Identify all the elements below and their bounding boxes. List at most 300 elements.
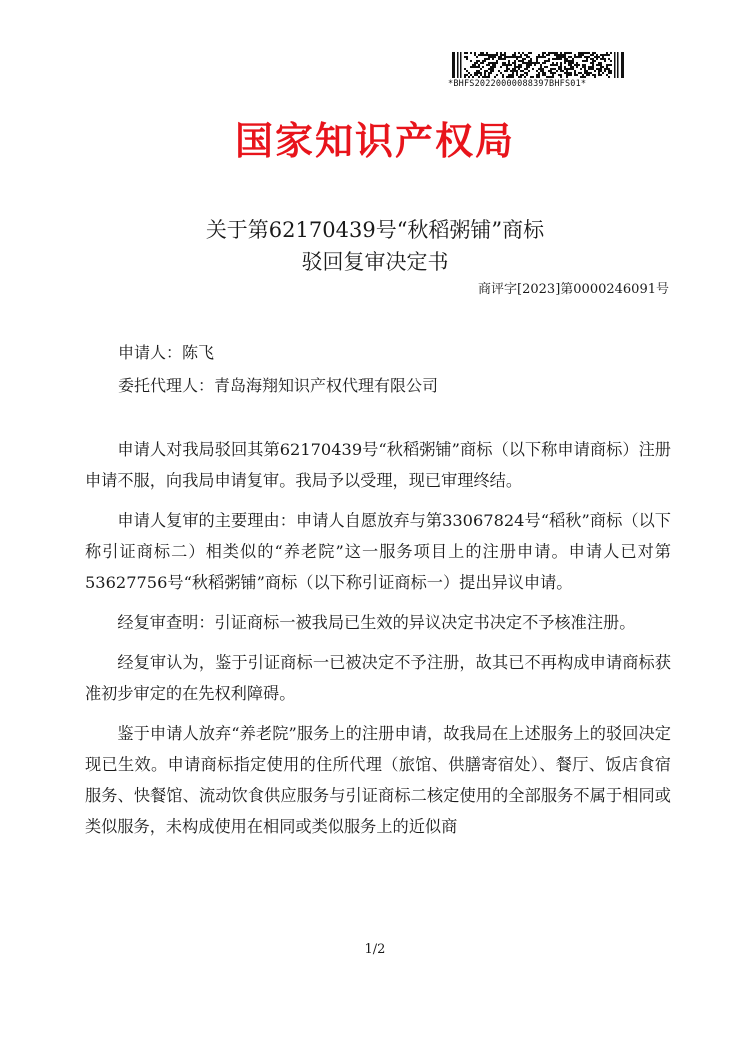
barcode-module bbox=[506, 64, 508, 66]
barcode-module bbox=[516, 58, 518, 60]
barcode-module bbox=[570, 74, 572, 76]
barcode-module bbox=[508, 74, 510, 76]
barcode-module bbox=[558, 66, 560, 68]
barcode-module bbox=[592, 52, 594, 54]
barcode-module bbox=[504, 62, 506, 64]
barcode-module bbox=[560, 58, 562, 60]
barcode-module bbox=[520, 74, 522, 76]
barcode-module bbox=[488, 56, 490, 58]
barcode-module bbox=[550, 68, 552, 70]
barcode-module bbox=[474, 62, 476, 64]
barcode-module bbox=[480, 68, 482, 70]
barcode-module bbox=[508, 56, 510, 58]
barcode-module bbox=[518, 52, 520, 54]
barcode-module bbox=[536, 56, 538, 58]
barcode-module bbox=[506, 56, 508, 58]
barcode-module bbox=[554, 58, 556, 60]
barcode-module bbox=[600, 54, 602, 56]
barcode-module bbox=[584, 70, 586, 72]
barcode-module bbox=[560, 54, 562, 56]
barcode-module bbox=[556, 58, 558, 60]
barcode-module bbox=[538, 54, 540, 56]
barcode-module bbox=[482, 76, 484, 78]
barcode-module bbox=[552, 62, 554, 64]
barcode-module bbox=[468, 76, 470, 78]
barcode-module bbox=[528, 70, 530, 72]
barcode-module bbox=[566, 70, 568, 72]
barcode-module bbox=[498, 56, 500, 58]
barcode-module bbox=[598, 70, 600, 72]
barcode-module bbox=[514, 68, 516, 70]
barcode-module bbox=[480, 52, 482, 54]
barcode-module bbox=[512, 70, 514, 72]
barcode-module bbox=[472, 66, 474, 68]
barcode-module bbox=[452, 52, 455, 78]
barcode-module bbox=[564, 68, 566, 70]
barcode-module bbox=[526, 74, 528, 76]
barcode-module bbox=[542, 52, 544, 54]
barcode-module bbox=[508, 76, 510, 78]
barcode-module bbox=[592, 68, 594, 70]
barcode-module bbox=[592, 60, 594, 62]
barcode-module bbox=[476, 62, 478, 64]
barcode-module bbox=[502, 62, 504, 64]
barcode-module bbox=[512, 56, 514, 58]
barcode-module bbox=[514, 66, 516, 68]
bureau-name: 国家知识产权局 bbox=[234, 119, 515, 163]
barcode-module bbox=[556, 64, 558, 66]
barcode-module bbox=[562, 54, 564, 56]
barcode-module bbox=[512, 54, 514, 56]
barcode-module bbox=[504, 64, 506, 66]
barcode-module bbox=[492, 68, 494, 70]
barcode-module bbox=[542, 74, 544, 76]
barcode-module bbox=[522, 70, 524, 72]
barcode-module bbox=[530, 62, 532, 64]
barcode-module bbox=[556, 52, 558, 54]
barcode-module bbox=[542, 68, 544, 70]
barcode-module bbox=[538, 72, 540, 74]
barcode-module bbox=[572, 58, 574, 60]
barcode-module bbox=[554, 68, 556, 70]
barcode-module bbox=[558, 58, 560, 60]
barcode-module bbox=[466, 56, 468, 58]
barcode-module bbox=[574, 74, 576, 76]
barcode-module bbox=[586, 60, 588, 62]
barcode-module bbox=[520, 54, 522, 56]
barcode-module bbox=[504, 70, 506, 72]
barcode-module bbox=[570, 68, 572, 70]
barcode-module bbox=[608, 68, 610, 70]
barcode-module bbox=[476, 74, 478, 76]
barcode-module bbox=[621, 52, 624, 78]
barcode-module bbox=[594, 76, 596, 78]
barcode-module bbox=[560, 56, 562, 58]
barcode-module bbox=[556, 54, 558, 56]
barcode-module bbox=[526, 56, 528, 58]
barcode-module bbox=[490, 66, 492, 68]
barcode-module bbox=[464, 68, 466, 70]
barcode-module bbox=[578, 54, 580, 56]
barcode-module bbox=[568, 64, 570, 66]
barcode-module bbox=[554, 54, 556, 56]
barcode-module bbox=[600, 64, 602, 66]
barcode-module bbox=[488, 58, 490, 60]
barcode-module bbox=[556, 62, 558, 64]
barcode-module bbox=[466, 58, 468, 60]
barcode-module bbox=[580, 76, 582, 78]
barcode-module bbox=[598, 68, 600, 70]
barcode-module bbox=[520, 56, 522, 58]
barcode-module bbox=[482, 60, 484, 62]
barcode-module bbox=[478, 72, 480, 74]
barcode-module bbox=[560, 64, 562, 66]
barcode-module bbox=[492, 62, 494, 64]
barcode-module bbox=[564, 62, 566, 64]
barcode-module bbox=[576, 74, 578, 76]
barcode-module bbox=[492, 70, 494, 72]
barcode-module bbox=[568, 74, 570, 76]
barcode-module bbox=[466, 70, 468, 72]
barcode-module bbox=[592, 74, 594, 76]
barcode-module bbox=[484, 70, 486, 72]
barcode-module bbox=[576, 66, 578, 68]
barcode-module bbox=[566, 68, 568, 70]
barcode-module bbox=[562, 70, 564, 72]
barcode-module bbox=[476, 60, 478, 62]
barcode-module bbox=[468, 72, 470, 74]
barcode-module bbox=[574, 70, 576, 72]
barcode-module bbox=[554, 64, 556, 66]
barcode-module bbox=[492, 66, 494, 68]
barcode-module bbox=[516, 56, 518, 58]
barcode-module bbox=[484, 76, 486, 78]
barcode-module bbox=[608, 72, 610, 74]
barcode-module bbox=[524, 76, 526, 78]
barcode-module bbox=[520, 70, 522, 72]
barcode-module bbox=[508, 64, 510, 66]
barcode-module bbox=[592, 62, 594, 64]
barcode-module bbox=[460, 52, 462, 78]
barcode-module bbox=[568, 56, 570, 58]
barcode-module bbox=[614, 52, 616, 78]
barcode-module bbox=[464, 56, 466, 58]
barcode-module bbox=[558, 74, 560, 76]
barcode-module bbox=[524, 54, 526, 56]
barcode-module bbox=[610, 60, 612, 62]
barcode-module bbox=[548, 70, 550, 72]
barcode-module bbox=[606, 52, 608, 54]
barcode-module bbox=[566, 72, 568, 74]
barcode-module bbox=[540, 66, 542, 68]
barcode-module bbox=[526, 54, 528, 56]
barcode-module bbox=[518, 60, 520, 62]
barcode-module bbox=[534, 64, 536, 66]
barcode-module bbox=[496, 54, 498, 56]
barcode-module bbox=[528, 60, 530, 62]
barcode-module bbox=[592, 64, 594, 66]
barcode-module bbox=[492, 64, 494, 66]
barcode-module bbox=[500, 56, 502, 58]
barcode-module bbox=[604, 60, 606, 62]
barcode-module bbox=[617, 52, 619, 78]
barcode-module bbox=[610, 64, 612, 66]
barcode-module bbox=[530, 58, 532, 60]
barcode-module bbox=[506, 70, 508, 72]
barcode-module bbox=[496, 74, 498, 76]
barcode-module bbox=[484, 74, 486, 76]
barcode-module bbox=[584, 52, 586, 54]
barcode-module bbox=[490, 72, 492, 74]
barcode-module bbox=[500, 52, 502, 54]
barcode-module bbox=[476, 70, 478, 72]
barcode-module bbox=[474, 66, 476, 68]
barcode-module bbox=[490, 70, 492, 72]
barcode-module bbox=[514, 56, 516, 58]
barcode-module bbox=[494, 54, 496, 56]
paragraph: 申请人对我局驳回其第62170439号“秋稻粥铺”商标（以下称申请商标）注册申请不服，向我局申请复审。我局予以受理，现已审理终结。 bbox=[85, 440, 671, 490]
document-number: 商评字[2023]第0000246091号 bbox=[478, 282, 669, 297]
barcode-module bbox=[484, 54, 486, 56]
barcode-module bbox=[560, 76, 562, 78]
barcode-module bbox=[488, 54, 490, 56]
barcode-module bbox=[522, 60, 524, 62]
barcode-module bbox=[524, 58, 526, 60]
barcode-module bbox=[532, 68, 534, 70]
barcode-module bbox=[536, 76, 538, 78]
barcode-module bbox=[520, 64, 522, 66]
barcode-module bbox=[582, 54, 584, 56]
barcode-module bbox=[596, 68, 598, 70]
barcode-module bbox=[580, 72, 582, 74]
barcode-module bbox=[578, 52, 580, 54]
barcode-module bbox=[598, 72, 600, 74]
barcode-module bbox=[600, 58, 602, 60]
barcode-module bbox=[488, 76, 490, 78]
barcode-module bbox=[606, 64, 608, 66]
barcode-module bbox=[504, 54, 506, 56]
barcode-module bbox=[482, 54, 484, 56]
barcode-module bbox=[604, 70, 606, 72]
barcode-module bbox=[510, 64, 512, 66]
barcode-module bbox=[596, 54, 598, 56]
barcode-module bbox=[542, 62, 544, 64]
barcode-module bbox=[570, 60, 572, 62]
barcode-module bbox=[574, 72, 576, 74]
barcode-module bbox=[518, 66, 520, 68]
barcode-module bbox=[608, 76, 610, 78]
barcode-module bbox=[608, 64, 610, 66]
barcode-module bbox=[534, 62, 536, 64]
barcode-module bbox=[608, 54, 610, 56]
barcode-module bbox=[582, 76, 584, 78]
barcode-module bbox=[476, 56, 478, 58]
barcode-module bbox=[492, 58, 494, 60]
barcode-module bbox=[510, 74, 512, 76]
barcode-module bbox=[582, 52, 584, 54]
barcode-module bbox=[470, 60, 472, 62]
barcode-module bbox=[602, 58, 604, 60]
barcode-module bbox=[478, 64, 480, 66]
barcode-module bbox=[457, 52, 459, 78]
barcode-module bbox=[574, 54, 576, 56]
barcode-module bbox=[560, 66, 562, 68]
barcode-module bbox=[602, 72, 604, 74]
barcode-module bbox=[608, 70, 610, 72]
barcode-module bbox=[566, 52, 568, 54]
barcode-module bbox=[596, 56, 598, 58]
barcode-module bbox=[570, 72, 572, 74]
barcode-module bbox=[594, 74, 596, 76]
barcode-module bbox=[488, 64, 490, 66]
barcode-text: *BHFS20220000088397BHFS01* bbox=[448, 79, 587, 89]
barcode-module bbox=[528, 56, 530, 58]
barcode-module bbox=[568, 62, 570, 64]
barcode-module bbox=[536, 62, 538, 64]
barcode-module bbox=[562, 56, 564, 58]
barcode-module bbox=[600, 68, 602, 70]
barcode-module bbox=[560, 74, 562, 76]
barcode-module bbox=[558, 56, 560, 58]
barcode-module bbox=[596, 64, 598, 66]
barcode-module bbox=[604, 68, 606, 70]
barcode-module bbox=[520, 66, 522, 68]
agent-line: 委托代理人：青岛海翔知识产权代理有限公司 bbox=[118, 376, 439, 395]
barcode-module bbox=[610, 70, 612, 72]
paragraph: 申请人复审的主要理由：申请人自愿放弃与第33067824号“稻秋”商标（以下称引证商标二）相类似的“养老院”这一服务项目上的注册申请。申请人已对第53627756号“秋稻粥铺”商标（以下称引证商标一）提出异议申请。 bbox=[85, 511, 671, 592]
barcode-module bbox=[536, 60, 538, 62]
barcode-module bbox=[598, 64, 600, 66]
barcode-module bbox=[478, 60, 480, 62]
barcode-module bbox=[586, 52, 588, 54]
barcode-module bbox=[504, 52, 506, 54]
barcode-module bbox=[478, 76, 480, 78]
barcode-module bbox=[584, 66, 586, 68]
barcode-module bbox=[578, 72, 580, 74]
barcode-module bbox=[494, 56, 496, 58]
barcode-module bbox=[538, 74, 540, 76]
barcode-module bbox=[552, 74, 554, 76]
barcode-module bbox=[514, 70, 516, 72]
barcode-module bbox=[490, 54, 492, 56]
barcode-module bbox=[512, 72, 514, 74]
barcode-module bbox=[564, 52, 566, 54]
barcode-module bbox=[582, 60, 584, 62]
barcode-module bbox=[500, 54, 502, 56]
barcode-module bbox=[494, 62, 496, 64]
barcode-module bbox=[530, 64, 532, 66]
barcode-module bbox=[474, 74, 476, 76]
barcode-module bbox=[524, 72, 526, 74]
barcode-module bbox=[550, 52, 552, 54]
barcode-module bbox=[590, 68, 592, 70]
barcode-module bbox=[472, 64, 474, 66]
barcode-module bbox=[548, 52, 550, 54]
barcode-module bbox=[512, 74, 514, 76]
barcode-module bbox=[526, 72, 528, 74]
barcode-module bbox=[560, 62, 562, 64]
barcode-module bbox=[548, 60, 550, 62]
barcode-module bbox=[530, 52, 532, 54]
barcode-module bbox=[588, 66, 590, 68]
barcode-module bbox=[546, 54, 548, 56]
barcode-module bbox=[526, 66, 528, 68]
barcode-module bbox=[606, 66, 608, 68]
barcode-module bbox=[548, 76, 550, 78]
barcode-module bbox=[560, 70, 562, 72]
barcode-module bbox=[546, 76, 548, 78]
barcode-module bbox=[524, 62, 526, 64]
barcode-module bbox=[540, 56, 542, 58]
barcode-module bbox=[566, 60, 568, 62]
barcode-module bbox=[502, 74, 504, 76]
barcode-module bbox=[490, 62, 492, 64]
barcode-module bbox=[522, 52, 524, 54]
barcode-module bbox=[502, 64, 504, 66]
barcode-module bbox=[528, 66, 530, 68]
barcode-module bbox=[530, 76, 532, 78]
barcode-module bbox=[584, 56, 586, 58]
barcode-module bbox=[586, 56, 588, 58]
barcode-module bbox=[594, 56, 596, 58]
barcode-module bbox=[542, 56, 544, 58]
barcode-module bbox=[606, 74, 608, 76]
barcode-module bbox=[488, 62, 490, 64]
barcode-module bbox=[508, 68, 510, 70]
barcode-module bbox=[514, 52, 516, 54]
barcode-module bbox=[584, 60, 586, 62]
barcode-module bbox=[548, 58, 550, 60]
barcode-module bbox=[486, 64, 488, 66]
barcode-module bbox=[470, 52, 472, 54]
barcode-module bbox=[590, 62, 592, 64]
barcode-module bbox=[548, 54, 550, 56]
barcode-module bbox=[590, 54, 592, 56]
barcode-module bbox=[498, 70, 500, 72]
barcode-module bbox=[576, 64, 578, 66]
barcode-module bbox=[474, 72, 476, 74]
barcode-module bbox=[522, 74, 524, 76]
barcode-module bbox=[572, 60, 574, 62]
barcode-module bbox=[486, 76, 488, 78]
barcode-module bbox=[594, 70, 596, 72]
barcode-module bbox=[586, 70, 588, 72]
barcode-module bbox=[574, 56, 576, 58]
barcode-module bbox=[582, 64, 584, 66]
barcode-module bbox=[584, 72, 586, 74]
barcode-module bbox=[494, 64, 496, 66]
barcode-module bbox=[474, 52, 476, 54]
barcode-module bbox=[584, 76, 586, 78]
barcode-module bbox=[536, 74, 538, 76]
barcode-module bbox=[476, 72, 478, 74]
barcode-module bbox=[514, 64, 516, 66]
barcode-module bbox=[532, 76, 534, 78]
barcode-module bbox=[556, 56, 558, 58]
barcode-module bbox=[518, 56, 520, 58]
barcode-module bbox=[514, 62, 516, 64]
barcode-module bbox=[564, 66, 566, 68]
barcode-module bbox=[564, 56, 566, 58]
barcode-module bbox=[550, 70, 552, 72]
barcode-module bbox=[514, 54, 516, 56]
barcode-module bbox=[602, 66, 604, 68]
barcode-module bbox=[542, 70, 544, 72]
barcode-module bbox=[526, 62, 528, 64]
barcode-module bbox=[580, 56, 582, 58]
barcode-module bbox=[484, 60, 486, 62]
barcode-module bbox=[596, 58, 598, 60]
